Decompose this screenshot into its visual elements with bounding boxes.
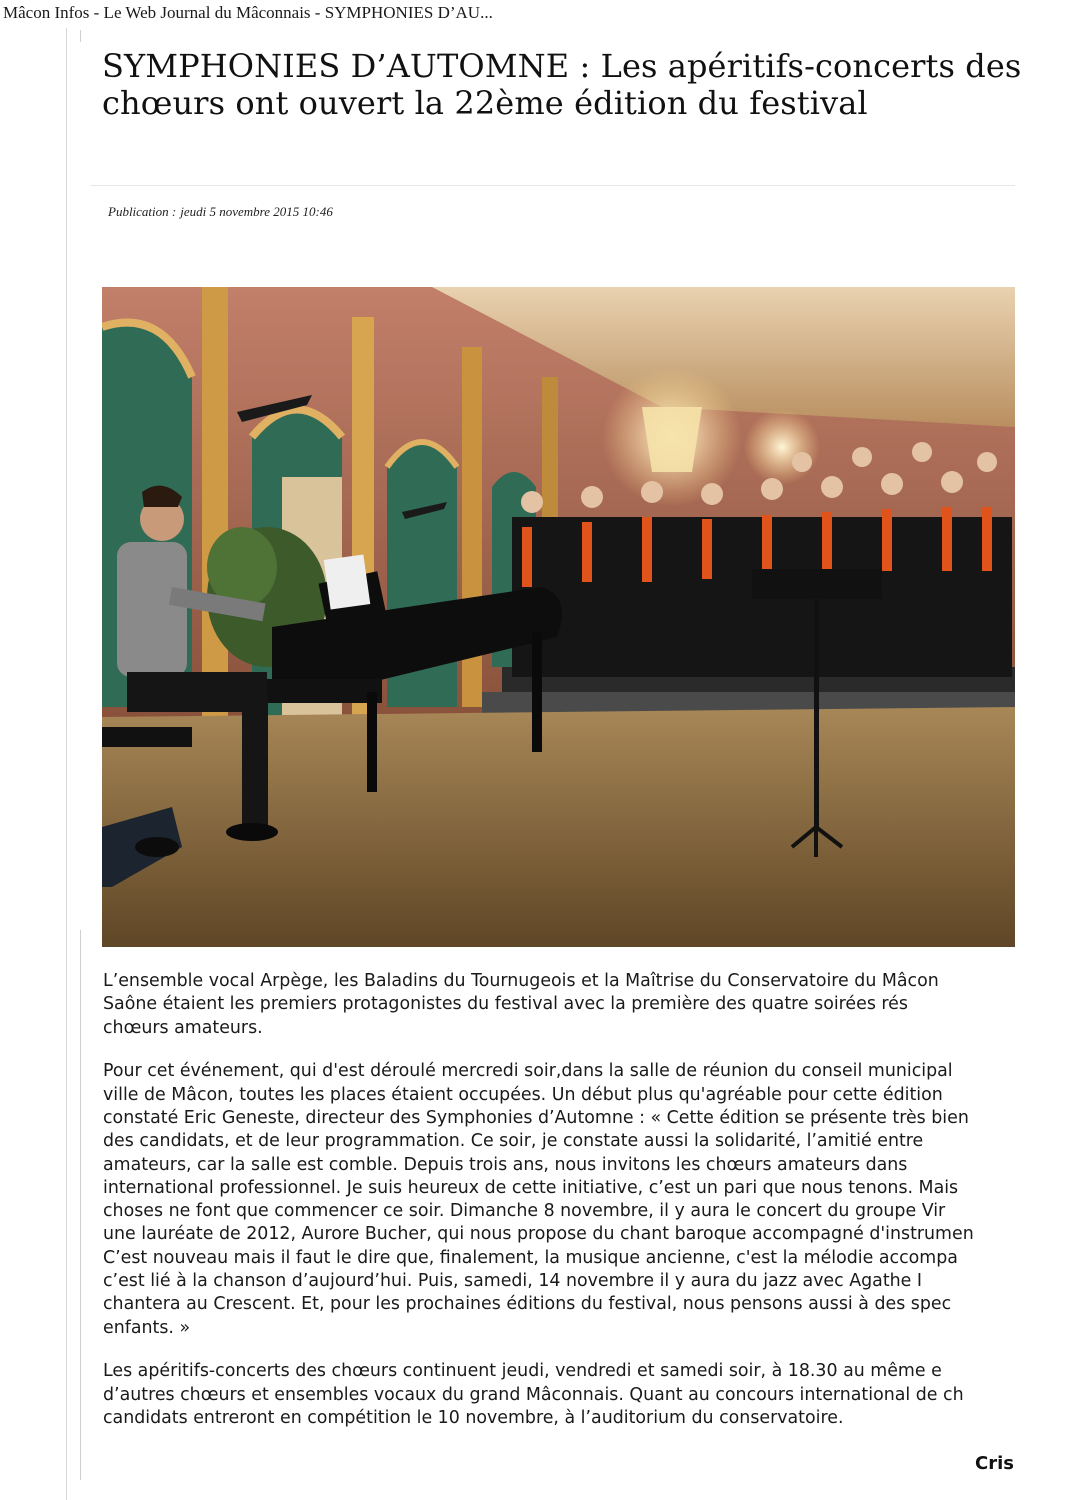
article-paragraph — [103, 1360, 1015, 1430]
paragraph-line: c’est lié à la chanson d’aujourd’hui. Puis, samedi, 14 novembre il y aura du jazz avec Agathe I — [103, 1271, 923, 1292]
paragraph-line: ville de Mâcon, toutes les places étaient occupées. Un début plus qu'agréable pour cette édition — [103, 1084, 943, 1105]
paragraph-line: candidats entreront en compétition le 10 novembre, à l’auditorium du conservatoire. — [103, 1408, 844, 1429]
publication-label: Publication : — [108, 204, 177, 219]
article-headline: SYMPHONIES D’AUTOMNE : Les apéritifs-concerts des chœurs ont ouvert la 22ème édition du festival — [102, 47, 1022, 122]
paragraph-line: C’est nouveau mais il faut le dire que, finalement, la musique ancienne, c'est la mélodie accompa — [103, 1247, 958, 1268]
paragraph-line: amateurs, car la salle est comble. Depuis trois ans, nous invitons les chœurs amateurs dans — [103, 1154, 908, 1175]
paragraph-line: chantera au Crescent. Et, pour les prochaines éditions du festival, nous pensons aussi à des spec — [103, 1294, 952, 1315]
article-paragraph — [103, 970, 1015, 1040]
paragraph-line: chœurs amateurs. — [103, 1017, 263, 1038]
paragraph-line: choses ne font que commencer ce soir. Dimanche 8 novembre, il y aura le concert du groupe Vir — [103, 1201, 946, 1222]
paragraph-line: L’ensemble vocal Arpège, les Baladins du Tournugeois et la Maîtrise du Conservatoire du Mâcon — [103, 971, 939, 991]
paragraph-line: Saône étaient les premiers protagonistes du festival avec la première des quatre soirées rés — [103, 994, 908, 1015]
headline-separator — [90, 185, 1015, 186]
article-photo — [102, 287, 1015, 947]
paragraph-line: une lauréate de 2012, Aurore Bucher, qui nous propose du chant baroque accompagné d'instrumen — [103, 1224, 974, 1245]
author-signature: Cris — [975, 1453, 1014, 1474]
browser-window-title: Mâcon Infos - Le Web Journal du Mâconnais - SYMPHONIES D’AU... — [3, 3, 493, 22]
publication-line — [108, 204, 337, 220]
article-body — [103, 970, 1015, 1490]
paragraph-line: Pour cet événement, qui d'est déroulé mercredi soir,dans la salle de réunion du conseil municipal — [103, 1061, 953, 1082]
concert-hall-illustration — [102, 287, 1015, 947]
publication-date: jeudi 5 novembre 2015 10:46 — [180, 204, 333, 219]
paragraph-line: d’autres chœurs et ensembles vocaux du grand Mâconnais. Quant au concours international de ch — [103, 1384, 964, 1405]
paragraph-line: enfants. » — [103, 1317, 191, 1338]
article-paragraph — [103, 1060, 1015, 1340]
paragraph-line: international professionnel. Je suis heureux de cette initiative, c’est un pari que nous tenons. Mais — [103, 1177, 959, 1198]
paragraph-line: constaté Eric Geneste, directeur des Symphonies d’Automne : « Cette édition se présente très bien — [103, 1107, 969, 1128]
paragraph-line: Les apéritifs-concerts des chœurs continuent jeudi, vendredi et samedi soir, à 18.30 au même e — [103, 1361, 942, 1382]
paragraph-line: des candidats, et de leur programmation. Ce soir, je constate aussi la solidarité, l’amitié entre — [103, 1131, 924, 1152]
